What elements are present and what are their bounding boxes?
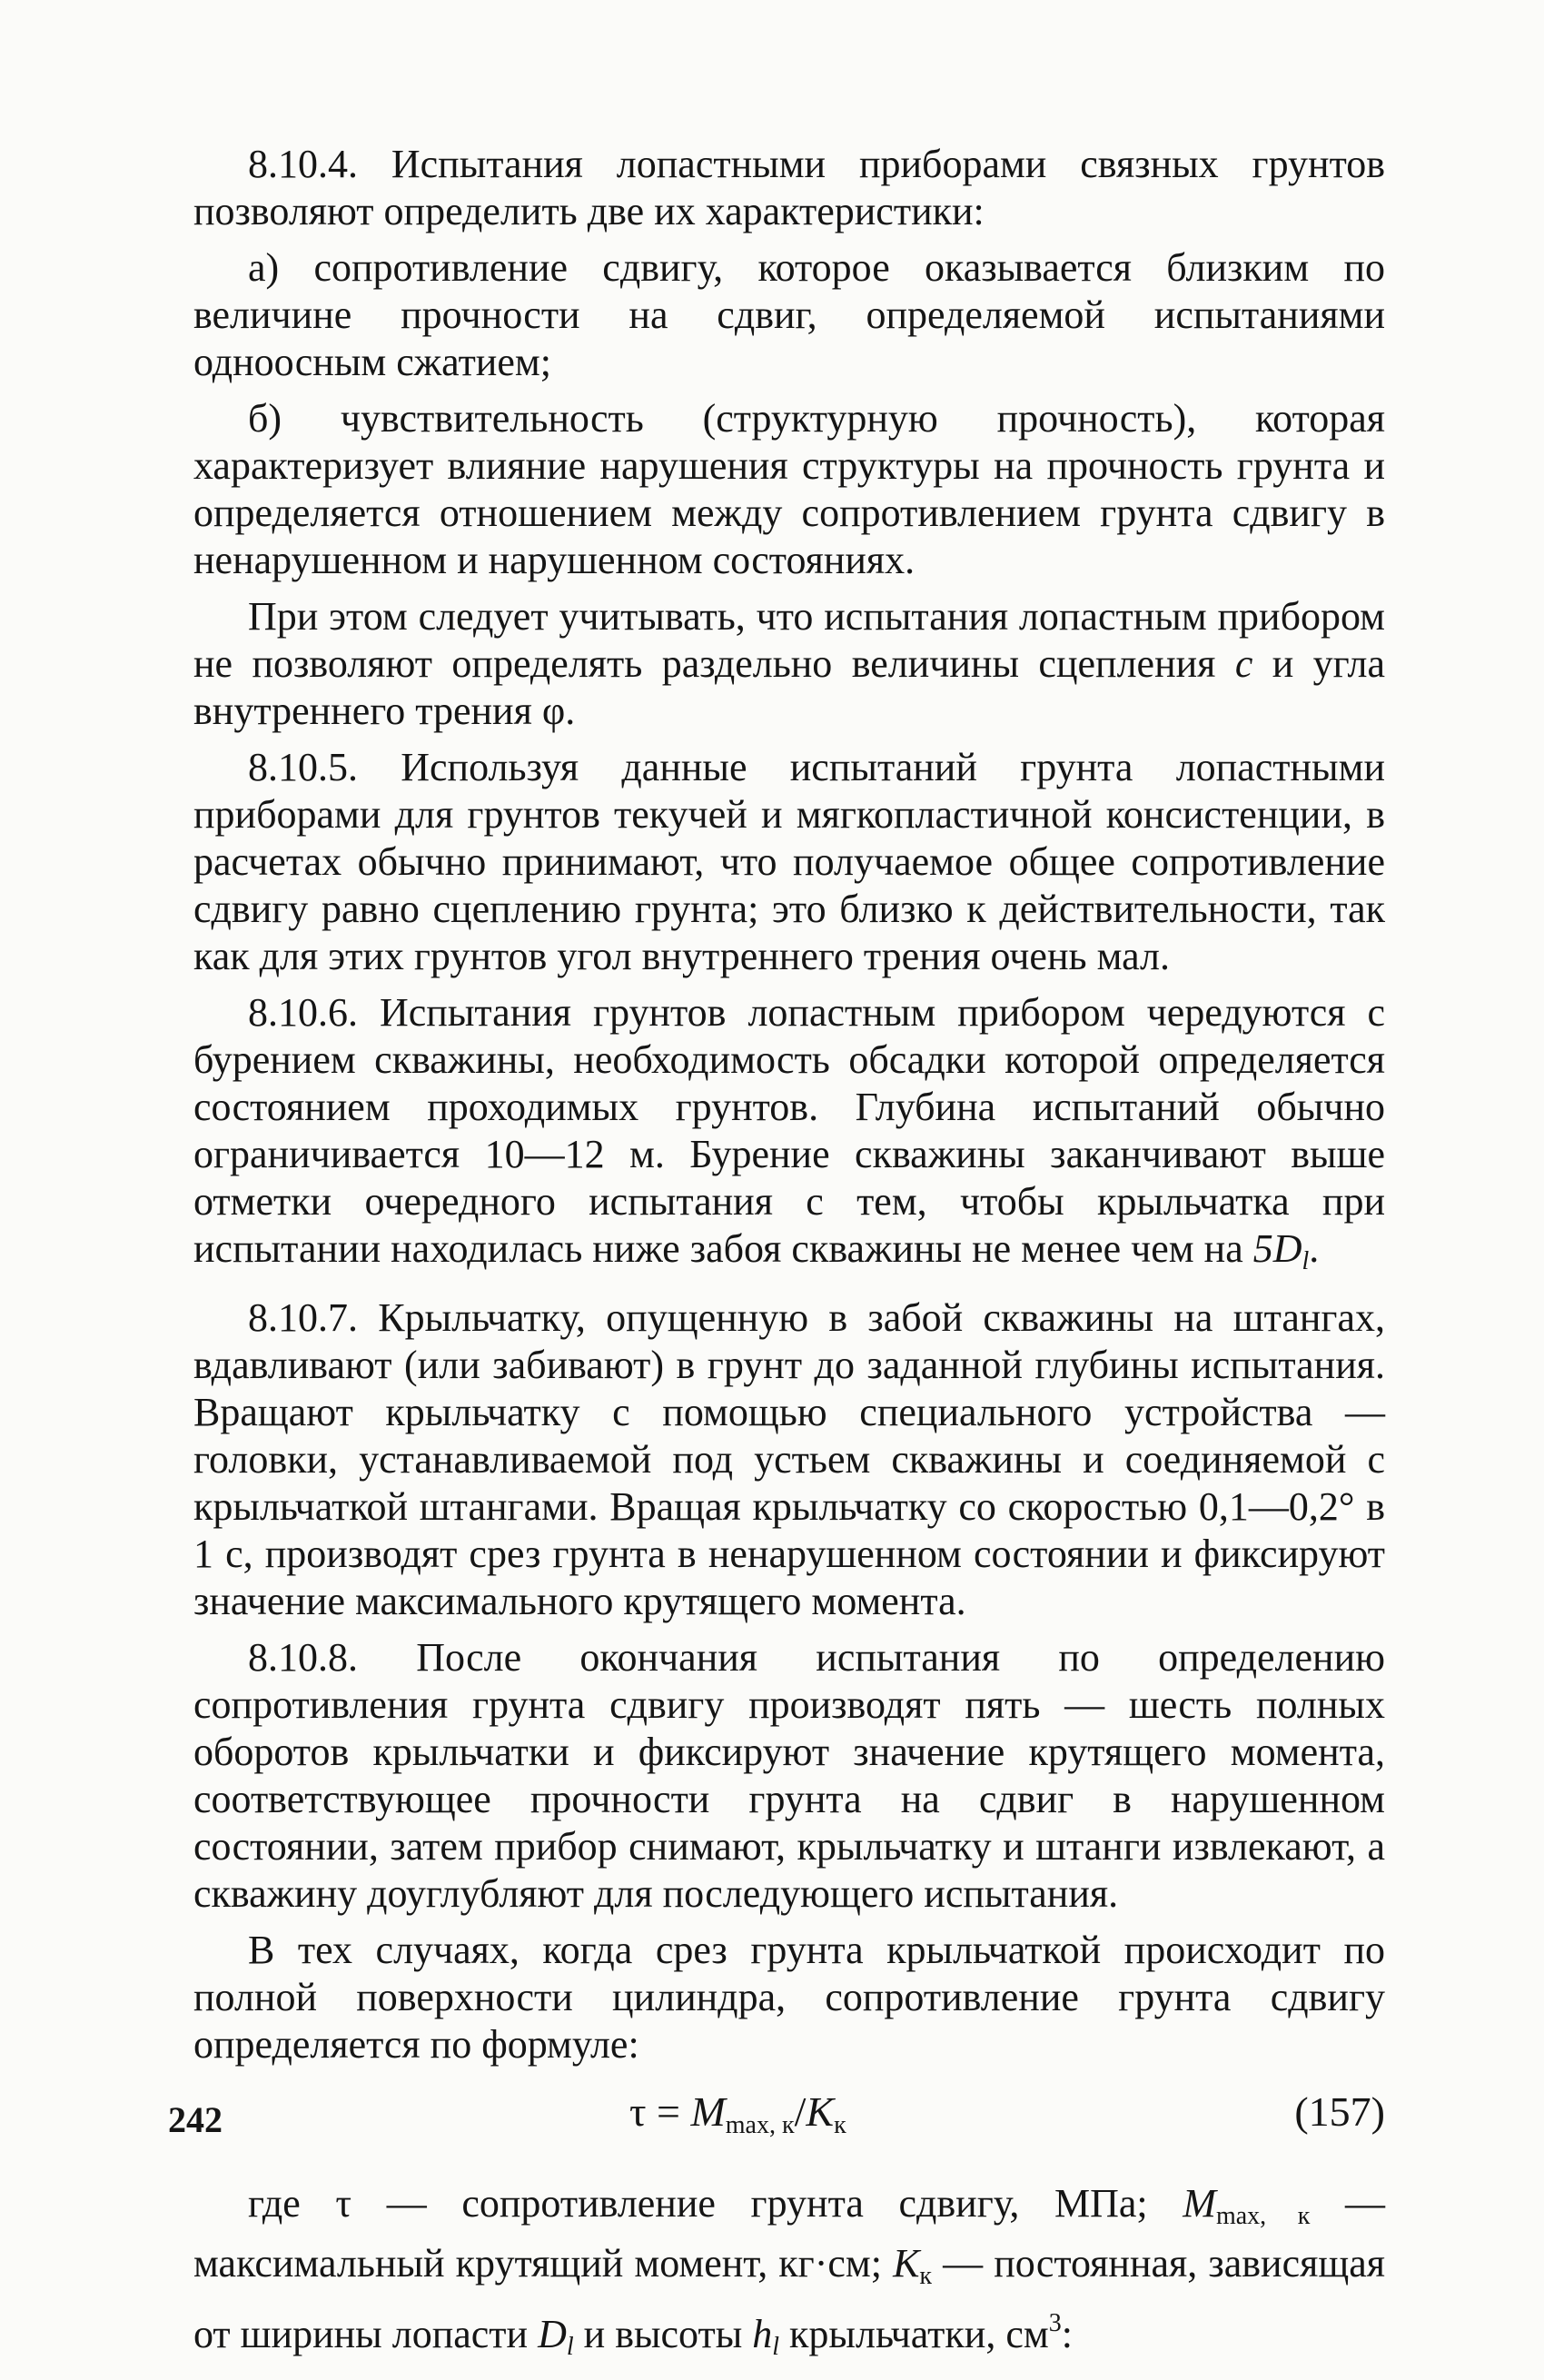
legend-units-sup: 3 — [1048, 2309, 1062, 2337]
legend-h-sub: l — [772, 2333, 780, 2361]
formula-M-sub: max, к — [725, 2111, 795, 2139]
legend-tau-desc: — сопротивление грунта сдвигу, МПа; — [351, 2181, 1183, 2226]
note-mid: и угла внутреннего трения — [193, 641, 1385, 733]
legend-D: D — [538, 2312, 567, 2356]
formula-157 — [193, 2088, 1385, 2149]
paragraph-item-b: б) чувствительность (структурную прочность), которая характеризует влияние нарушения структуры на прочность грунта и определяется отношением между сопротивлением грунта сдвигу в ненарушенном и нарушенном состояниях. — [193, 396, 1385, 582]
formula-slash: / — [794, 2088, 807, 2135]
body-text — [193, 141, 1385, 2380]
legend-tau: τ — [335, 2181, 352, 2226]
legend-K-sub: к — [919, 2262, 933, 2290]
note-text: При этом следует учитывать, что испытания лопастным прибором не позволяют определять раздельно величины сцепления — [193, 594, 1385, 686]
paragraph-8-10-7: 8.10.7. Крыльчатку, опущенную в забой скважины на штангах, вдавливают (или забивают) в грунт до заданной глубины испытания. Вращают крыльчатку с помощью специального устройства — головки, устанавливаемой под устьем скважины и соединяемой с крыльчаткой штангами. Вращая крыльчатку со скоростью 0,1—0,2° в 1 с, производят срез грунта в ненарушенном состоянии и фиксируют значение максимального крутящего момента. — [193, 1295, 1385, 1623]
friction-symbol: φ — [541, 689, 566, 733]
legend-M: M — [1183, 2181, 1216, 2226]
legend-M-desc: — максимальный крутящий момент, кг·см; — [193, 2181, 1386, 2286]
formula-equals: = — [646, 2088, 691, 2135]
legend-and-height: и высоты — [573, 2312, 753, 2356]
paragraph-8-10-6 — [193, 989, 1385, 1285]
cohesion-symbol: c — [1234, 641, 1253, 686]
page-number: 242 — [168, 2099, 223, 2140]
legend-colon: : — [1061, 2312, 1073, 2356]
formula-K-sub: к — [834, 2111, 846, 2139]
p6-text: 8.10.6. Испытания грунтов лопастным прибором чередуются с бурением скважины, необходимость обсадки которой определяется состоянием проходимых грунтов. Глубина испытаний обычно ограничивается 10—12 м. Бурение скважины заканчивают выше отметки очередного испытания с тем, чтобы крыльчатка при испытании находилась ниже забоя скважины не менее чем на — [193, 990, 1385, 1271]
legend-where: где — [248, 2181, 336, 2226]
legend-units: крыльчатки, см — [779, 2312, 1049, 2356]
equation-number: (157) — [1294, 2088, 1385, 2135]
paragraph-note — [193, 593, 1385, 735]
legend-D-sub: l — [566, 2333, 574, 2361]
paragraph-formula-intro: В тех случаях, когда срез грунта крыльчаткой происходит по полной поверхности цилиндра, сопротивление грунта сдвигу определяется по формуле: — [193, 1928, 1385, 2067]
paragraph-8-10-4: 8.10.4. Испытания лопастными приборами связных грунтов позволяют определить две их характеристики: — [193, 142, 1385, 233]
legend-K-desc: — постоянная, зависящая от ширины лопасти — [193, 2241, 1385, 2356]
legend-K: K — [893, 2241, 920, 2286]
p6-end: . — [1309, 1226, 1320, 1271]
note-end: . — [565, 689, 576, 733]
paragraph-item-a: а) сопротивление сдвигу, которое оказывается близким по величине прочности на сдвиг, определяемой испытаниями одноосным сжатием; — [193, 245, 1385, 384]
legend-M-sub: max, к — [1215, 2202, 1311, 2230]
tau-symbol: τ — [629, 2088, 647, 2135]
formula-K: K — [806, 2088, 835, 2135]
formula-M: M — [690, 2088, 726, 2135]
formula-expression — [629, 2088, 846, 2149]
formula-legend — [193, 2180, 1385, 2371]
legend-h: h — [752, 2312, 773, 2356]
paragraph-8-10-5: 8.10.5. Используя данные испытаний грунта лопастными приборами для грунтов текучей и мягкопластичной консистенции, в расчетах обычно принимают, что получаемое общее сопротивление сдвигу равно сцеплению грунта; это близко к действительности, так как для этих грунтов угол внутреннего трения очень мал. — [193, 745, 1385, 978]
vane-width-sub: l — [1302, 1247, 1310, 1275]
vane-width-value: 5D — [1252, 1226, 1302, 1271]
paragraph-8-10-8: 8.10.8. После окончания испытания по определению сопротивления грунта сдвигу производят пять — шесть полных оборотов крыльчатки и фиксируют значение крутящего момента, соответствующее прочности грунта на сдвиг в нарушенном состоянии, затем прибор снимают, крыльчатку и штанги извлекают, а скважину доуглубляют для последующего испытания. — [193, 1635, 1385, 1916]
